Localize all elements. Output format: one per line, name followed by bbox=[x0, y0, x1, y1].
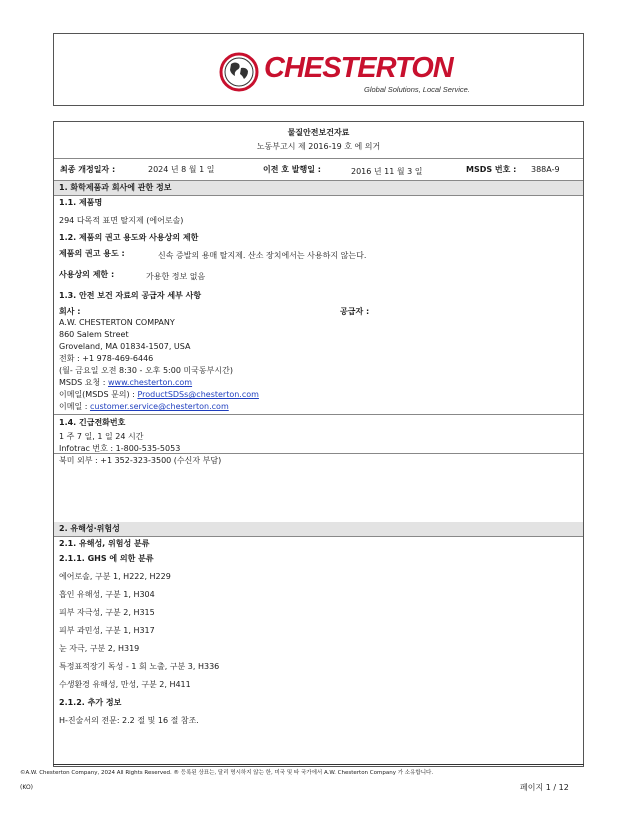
ghs-item: 에어로솔, 구분 1, H222, H229 bbox=[59, 572, 171, 581]
msds-request-label: MSDS 요청 : bbox=[59, 378, 108, 387]
ghs-item: 눈 자극, 구분 2, H319 bbox=[59, 644, 140, 653]
ghs-item: 피부 과민성, 구분 1, H317 bbox=[59, 626, 155, 635]
ghs-item: 수생환경 유해성, 만성, 구분 2, H411 bbox=[59, 680, 191, 689]
emergency-infotrac: Infotrac 번호 : 1-800-535-5053 bbox=[59, 444, 181, 453]
language-code: (KO) bbox=[20, 784, 34, 791]
company-city: Groveland, MA 01834-1507, USA bbox=[59, 342, 191, 351]
service-email-label: 이메일 : bbox=[59, 402, 90, 411]
sds-email-label: 이메일(MSDS 문의) : bbox=[59, 390, 138, 399]
service-email bbox=[59, 402, 229, 412]
company-street: 860 Salem Street bbox=[59, 330, 129, 339]
supplier-label: 공급자 : bbox=[340, 307, 370, 316]
company-phone: 전화 : +1 978-469-6446 bbox=[59, 354, 154, 363]
ghs-item: 흡인 유해성, 구분 1, H304 bbox=[59, 590, 155, 599]
s11-label: 1.1. 제품명 bbox=[59, 198, 103, 207]
ghs-item: 피부 자극성, 구분 2, H315 bbox=[59, 608, 155, 617]
copyright: ©A.W. Chesterton Company, 2024 All Rights Reserved. ® 등록된 상표는, 달리 명시하지 않는 한, 미국 및 타 국가에서 A.W. Chesterton Company 가 소유합니다. bbox=[20, 770, 434, 776]
sds-email bbox=[59, 390, 259, 400]
s212-label: 2.1.2. 추가 정보 bbox=[59, 698, 122, 707]
sds-content bbox=[53, 121, 584, 767]
website-link[interactable]: www.chesterton.com bbox=[108, 378, 193, 387]
section-2-title: 2. 유해성·위험성 bbox=[59, 524, 120, 533]
sds-email-link[interactable]: ProductSDSs@chesterton.com bbox=[137, 390, 259, 399]
logo-wordmark: CHESTERTON bbox=[264, 52, 453, 84]
company-label: 회사 : bbox=[59, 307, 81, 316]
s12-label: 1.2. 제품의 권고 용도와 사용상의 제한 bbox=[59, 233, 199, 242]
limit-value: 가용한 정보 없음 bbox=[146, 272, 206, 281]
doc-subtitle: 노동부고시 제 2016-19 호 에 의거 bbox=[256, 142, 381, 151]
section-1-header bbox=[54, 181, 583, 196]
s13-label: 1.3. 안전 보건 자료의 공급자 세부 사항 bbox=[59, 291, 202, 300]
prev-issue-date: 2016 년 11 월 3 일 bbox=[351, 167, 423, 176]
emergency-intl: 북미 외부 : +1 352-323-3500 (수신자 부담) bbox=[59, 456, 222, 465]
section-1-body bbox=[54, 196, 583, 465]
s211-label: 2.1.1. GHS 에 의한 분류 bbox=[59, 554, 154, 563]
prev-issue-label: 이전 호 발행일 : bbox=[263, 165, 321, 174]
footer-rule bbox=[53, 764, 584, 765]
section-2-header bbox=[54, 522, 583, 537]
service-email-link[interactable]: customer.service@chesterton.com bbox=[89, 402, 229, 411]
use-value: 신속 증발의 용매 탈지제. 산소 장치에서는 사용하지 않는다. bbox=[158, 251, 367, 260]
company-name: A.W. CHESTERTON COMPANY bbox=[59, 318, 175, 327]
sds-title-block bbox=[54, 122, 583, 159]
doc-title: 물질안전보건자료 bbox=[287, 128, 350, 137]
extra-info: H-진술서의 전문: 2.2 절 및 16 절 참조. bbox=[59, 716, 199, 725]
revised-label: 최종 개정일자 : bbox=[60, 165, 116, 174]
page-number: 페이지 1 / 12 bbox=[520, 783, 569, 792]
s21-label: 2.1. 유해성, 위험성 분류 bbox=[59, 539, 150, 548]
revised-date: 2024 년 8 월 1 일 bbox=[148, 165, 215, 174]
company-hours: (월- 금요일 오전 8:30 - 오후 5:00 미국동부시간) bbox=[59, 366, 233, 375]
s14-label: 1.4. 긴급전화번호 bbox=[59, 418, 126, 427]
msds-request bbox=[59, 378, 192, 388]
emergency-hours: 1 주 7 일, 1 일 24 시간 bbox=[59, 432, 144, 441]
logo-tagline: Global Solutions, Local Service. bbox=[364, 85, 470, 94]
msds-number-label: MSDS 번호 : bbox=[466, 165, 517, 174]
limit-label: 사용상의 제한 : bbox=[59, 270, 115, 279]
msds-number: 388A-9 bbox=[531, 165, 560, 174]
section-1-title: 1. 화학제품과 회사에 관한 정보 bbox=[59, 183, 172, 192]
logo-header bbox=[53, 33, 584, 106]
ghs-item: 특정표적장기 독성 - 1 회 노출, 구분 3, H336 bbox=[59, 662, 220, 671]
product-name: 294 다목적 표면 탈지제 (에어로솔) bbox=[59, 216, 184, 225]
globe-icon bbox=[219, 52, 259, 92]
divider bbox=[54, 414, 583, 415]
use-label: 제품의 권고 용도 : bbox=[59, 249, 125, 258]
revision-info bbox=[54, 159, 583, 181]
